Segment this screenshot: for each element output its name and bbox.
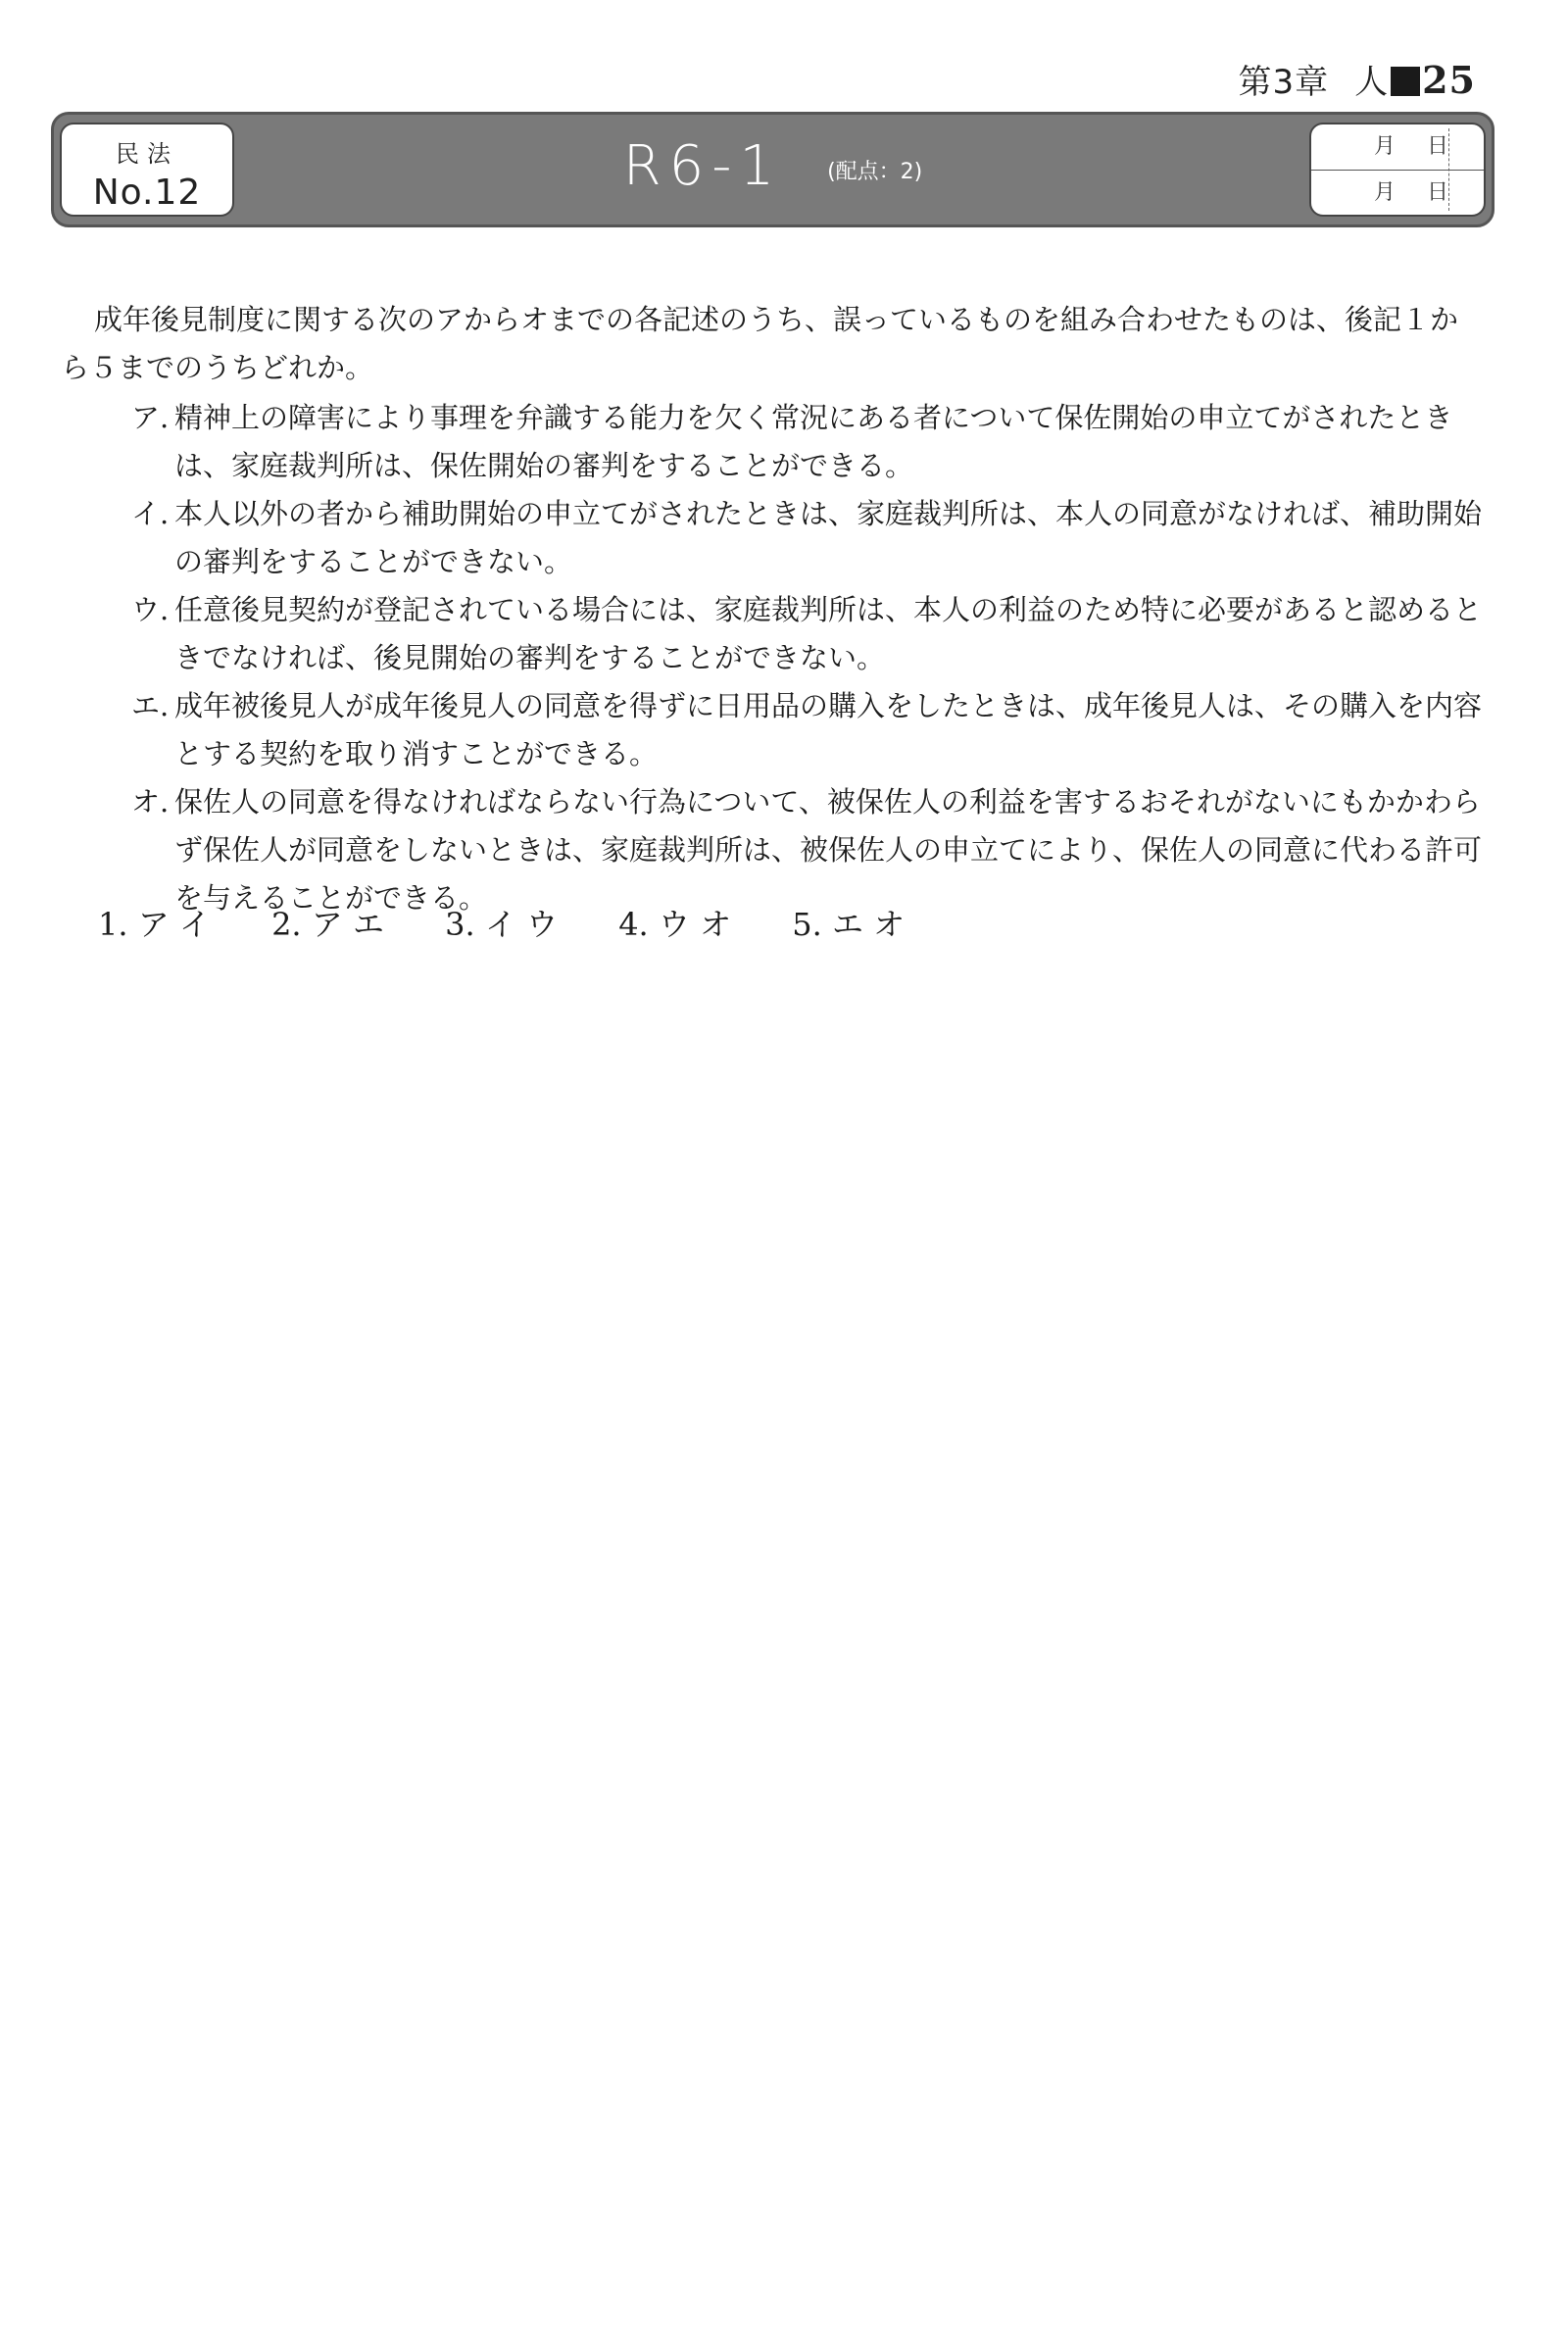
- option-e: [96, 682, 1486, 778]
- choice-number: 3.: [445, 906, 475, 943]
- choice-number: 1.: [98, 906, 128, 943]
- choice-combo: イ ウ: [484, 906, 559, 943]
- option-text: 精神上の障害により事理を弁識する能力を欠く常況にある者について保佐開始の申立てがされたときは、家庭裁判所は、保佐開始の審判をすることができる。: [174, 401, 1453, 482]
- choice-combo: ア エ: [311, 906, 384, 943]
- question-stem: 成年後見制度に関する次のアからオまでの各記述のうち、誤っているものを組み合わせたものは、後記１から５までのうちどれか。: [61, 303, 1459, 384]
- day-label: 日: [1427, 134, 1449, 159]
- answer-choices: [98, 900, 956, 945]
- choice-number: 4.: [618, 906, 649, 943]
- option-label: ア.: [131, 401, 170, 434]
- page-number: 25: [1422, 58, 1476, 102]
- question-body: [61, 296, 1486, 922]
- option-a: [96, 394, 1486, 490]
- answer-choice: [271, 900, 384, 945]
- date-row: [1311, 170, 1484, 216]
- choice-number: 5.: [792, 906, 822, 943]
- option-i: [96, 490, 1486, 586]
- question-code: R6-1: [622, 134, 783, 198]
- answer-choice: [98, 900, 211, 945]
- question-header-bar: [51, 112, 1494, 227]
- answer-choice: [792, 900, 905, 945]
- option-label: イ.: [131, 497, 170, 530]
- choice-number: 2.: [271, 906, 302, 943]
- running-head: [1238, 55, 1476, 103]
- chapter-label: 第3章: [1238, 63, 1330, 102]
- month-label: 月: [1374, 180, 1396, 205]
- square-marker-icon: [1391, 67, 1420, 96]
- option-u: [96, 586, 1486, 682]
- question-id: [54, 134, 1492, 198]
- choice-combo: エ オ: [831, 906, 906, 943]
- choice-combo: ウ オ: [658, 906, 732, 943]
- option-text: 保佐人の同意を得なければならない行為について、被保佐人の利益を害するおそれがないにもかかわらず保佐人が同意をしないときは、家庭裁判所は、被保佐人の申立てにより、保佐人の同意に代わる許可を与えることができる。: [174, 785, 1483, 915]
- answer-choice: [618, 900, 731, 945]
- option-label: ウ.: [131, 593, 170, 626]
- option-label: オ.: [131, 785, 170, 819]
- option-text: 成年被後見人が成年後見人の同意を得ずに日用品の購入をしたときは、成年後見人は、その購入を内容とする契約を取り消すことができる。: [174, 689, 1483, 770]
- study-date-box: [1309, 123, 1486, 217]
- answer-choice: [445, 900, 558, 945]
- question-number: No.12: [92, 173, 202, 213]
- choice-combo: ア イ: [137, 906, 211, 943]
- option-label: エ.: [131, 689, 170, 722]
- date-row: [1311, 124, 1484, 170]
- month-label: 月: [1374, 134, 1396, 159]
- section-label: 人: [1354, 63, 1390, 102]
- day-label: 日: [1427, 180, 1449, 205]
- option-text: 本人以外の者から補助開始の申立てがされたときは、家庭裁判所は、本人の同意がなければ、補助開始の審判をすることができない。: [174, 497, 1483, 578]
- points-label: (配点：2): [827, 160, 923, 184]
- option-text: 任意後見契約が登記されている場合には、家庭裁判所は、本人の利益のため特に必要があると認めるときでなければ、後見開始の審判をすることができない。: [174, 593, 1483, 674]
- subject-label: 民法: [116, 140, 178, 168]
